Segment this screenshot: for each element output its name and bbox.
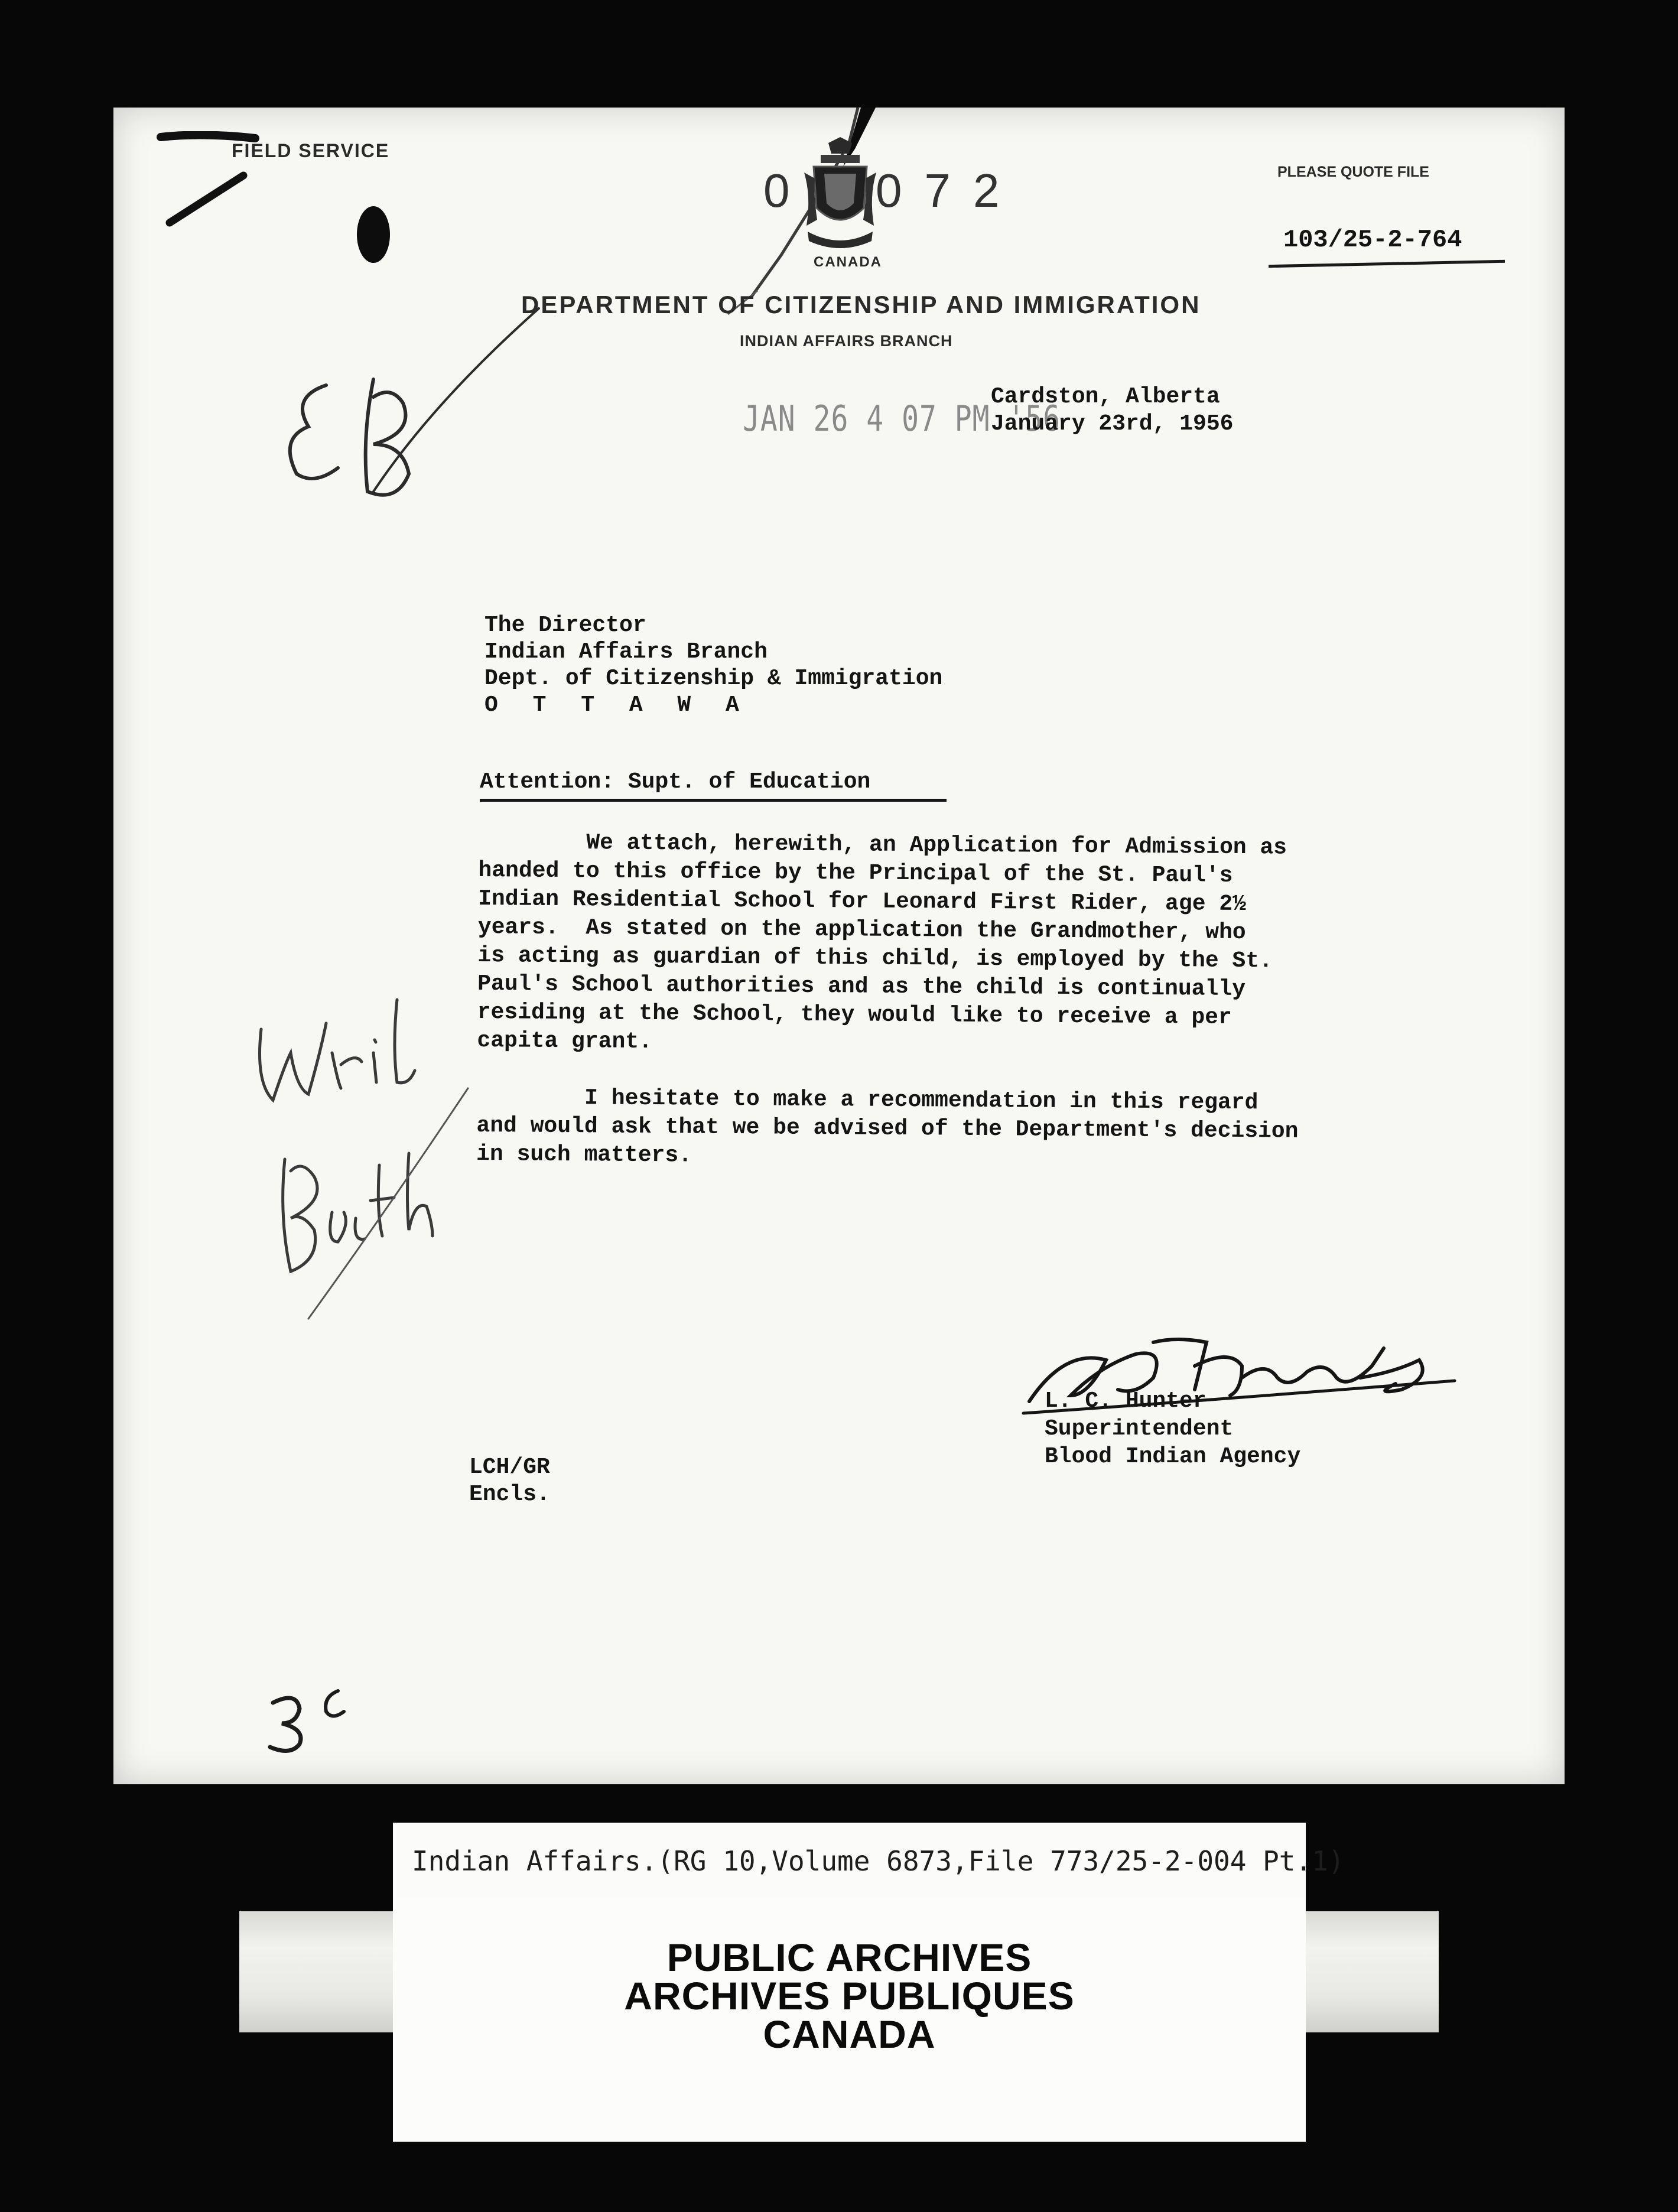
- attention-underline: [480, 799, 947, 802]
- body-line: We attach, herewith, an Application for Admission as: [478, 830, 1287, 861]
- letter-place: Cardston, Alberta: [991, 384, 1220, 409]
- signatory-agency: Blood Indian Agency: [1045, 1444, 1301, 1469]
- body-line: capita grant.: [477, 1027, 653, 1055]
- attention-line: Attention: Supt. of Education: [480, 769, 871, 795]
- handwritten-margin-note: [238, 964, 486, 1331]
- archive-reference-text: Indian Affairs.(RG 10,Volume 6873,File 773/25-2-004 Pt.1): [412, 1845, 1345, 1877]
- body-line: and would ask that we be advised of the Department's decision: [476, 1112, 1299, 1144]
- file-number-prefix: 0: [763, 164, 796, 217]
- typist-initials: LCH/GR: [469, 1455, 550, 1480]
- branch-name: INDIAN AFFAIRS BRANCH: [740, 332, 953, 350]
- body-line: years. As stated on the application the Grandmother, who: [477, 914, 1246, 946]
- addressee-line: The Director: [484, 613, 646, 638]
- archive-stamp-line: PUBLIC ARCHIVES: [666, 1936, 1032, 1979]
- file-reference: 103/25-2-764: [1283, 226, 1462, 254]
- signatory-title: Superintendent: [1045, 1416, 1234, 1442]
- letter-date: January 23rd, 1956: [991, 411, 1234, 437]
- body-line: I hesitate to make a recommendation in this regard: [476, 1084, 1258, 1116]
- please-quote-label: PLEASE QUOTE FILE: [1277, 164, 1429, 180]
- body-line: Indian Residential School for Leonard First Rider, age 2½: [478, 886, 1247, 918]
- crest-label: CANADA: [814, 254, 882, 270]
- canada-crest-icon: [802, 137, 879, 252]
- body-line: handed to this office by the Principal of the St. Paul's: [478, 857, 1233, 889]
- file-number-suffix: 072: [876, 164, 1022, 217]
- letter-sheet: [113, 108, 1565, 1784]
- addressee-line: Indian Affairs Branch: [484, 639, 768, 665]
- body-line: is acting as guardian of this child, is employed by the St.: [477, 942, 1273, 974]
- department-name: DEPARTMENT OF CITIZENSHIP AND IMMIGRATION: [521, 291, 1201, 318]
- addressee-line: O T T A W A: [484, 692, 750, 718]
- letter-body: [476, 828, 1483, 1176]
- handwritten-page-number: [255, 1679, 373, 1762]
- enclosure-note: Encls.: [469, 1482, 550, 1507]
- body-line: residing at the School, they would like to receive a per: [477, 999, 1232, 1030]
- addressee-line: Dept. of Citizenship & Immigration: [484, 666, 943, 691]
- archive-stamp-line: CANADA: [763, 2012, 936, 2056]
- archive-stamp-block: [393, 1897, 1306, 2142]
- body-line: in such matters.: [476, 1141, 692, 1169]
- signatory-name: L. C. Hunter: [1045, 1388, 1207, 1414]
- received-date-stamp: JAN 26 4 07 PM '56: [743, 398, 1061, 440]
- archive-reference-label: [393, 1823, 1345, 1897]
- handwritten-initials-mark: [255, 297, 562, 545]
- archive-stamp-line: ARCHIVES PUBLIQUES: [624, 1974, 1075, 2018]
- body-line: Paul's School authorities and as the child is continually: [477, 971, 1246, 1003]
- field-service-label: FIELD SERVICE: [232, 140, 390, 161]
